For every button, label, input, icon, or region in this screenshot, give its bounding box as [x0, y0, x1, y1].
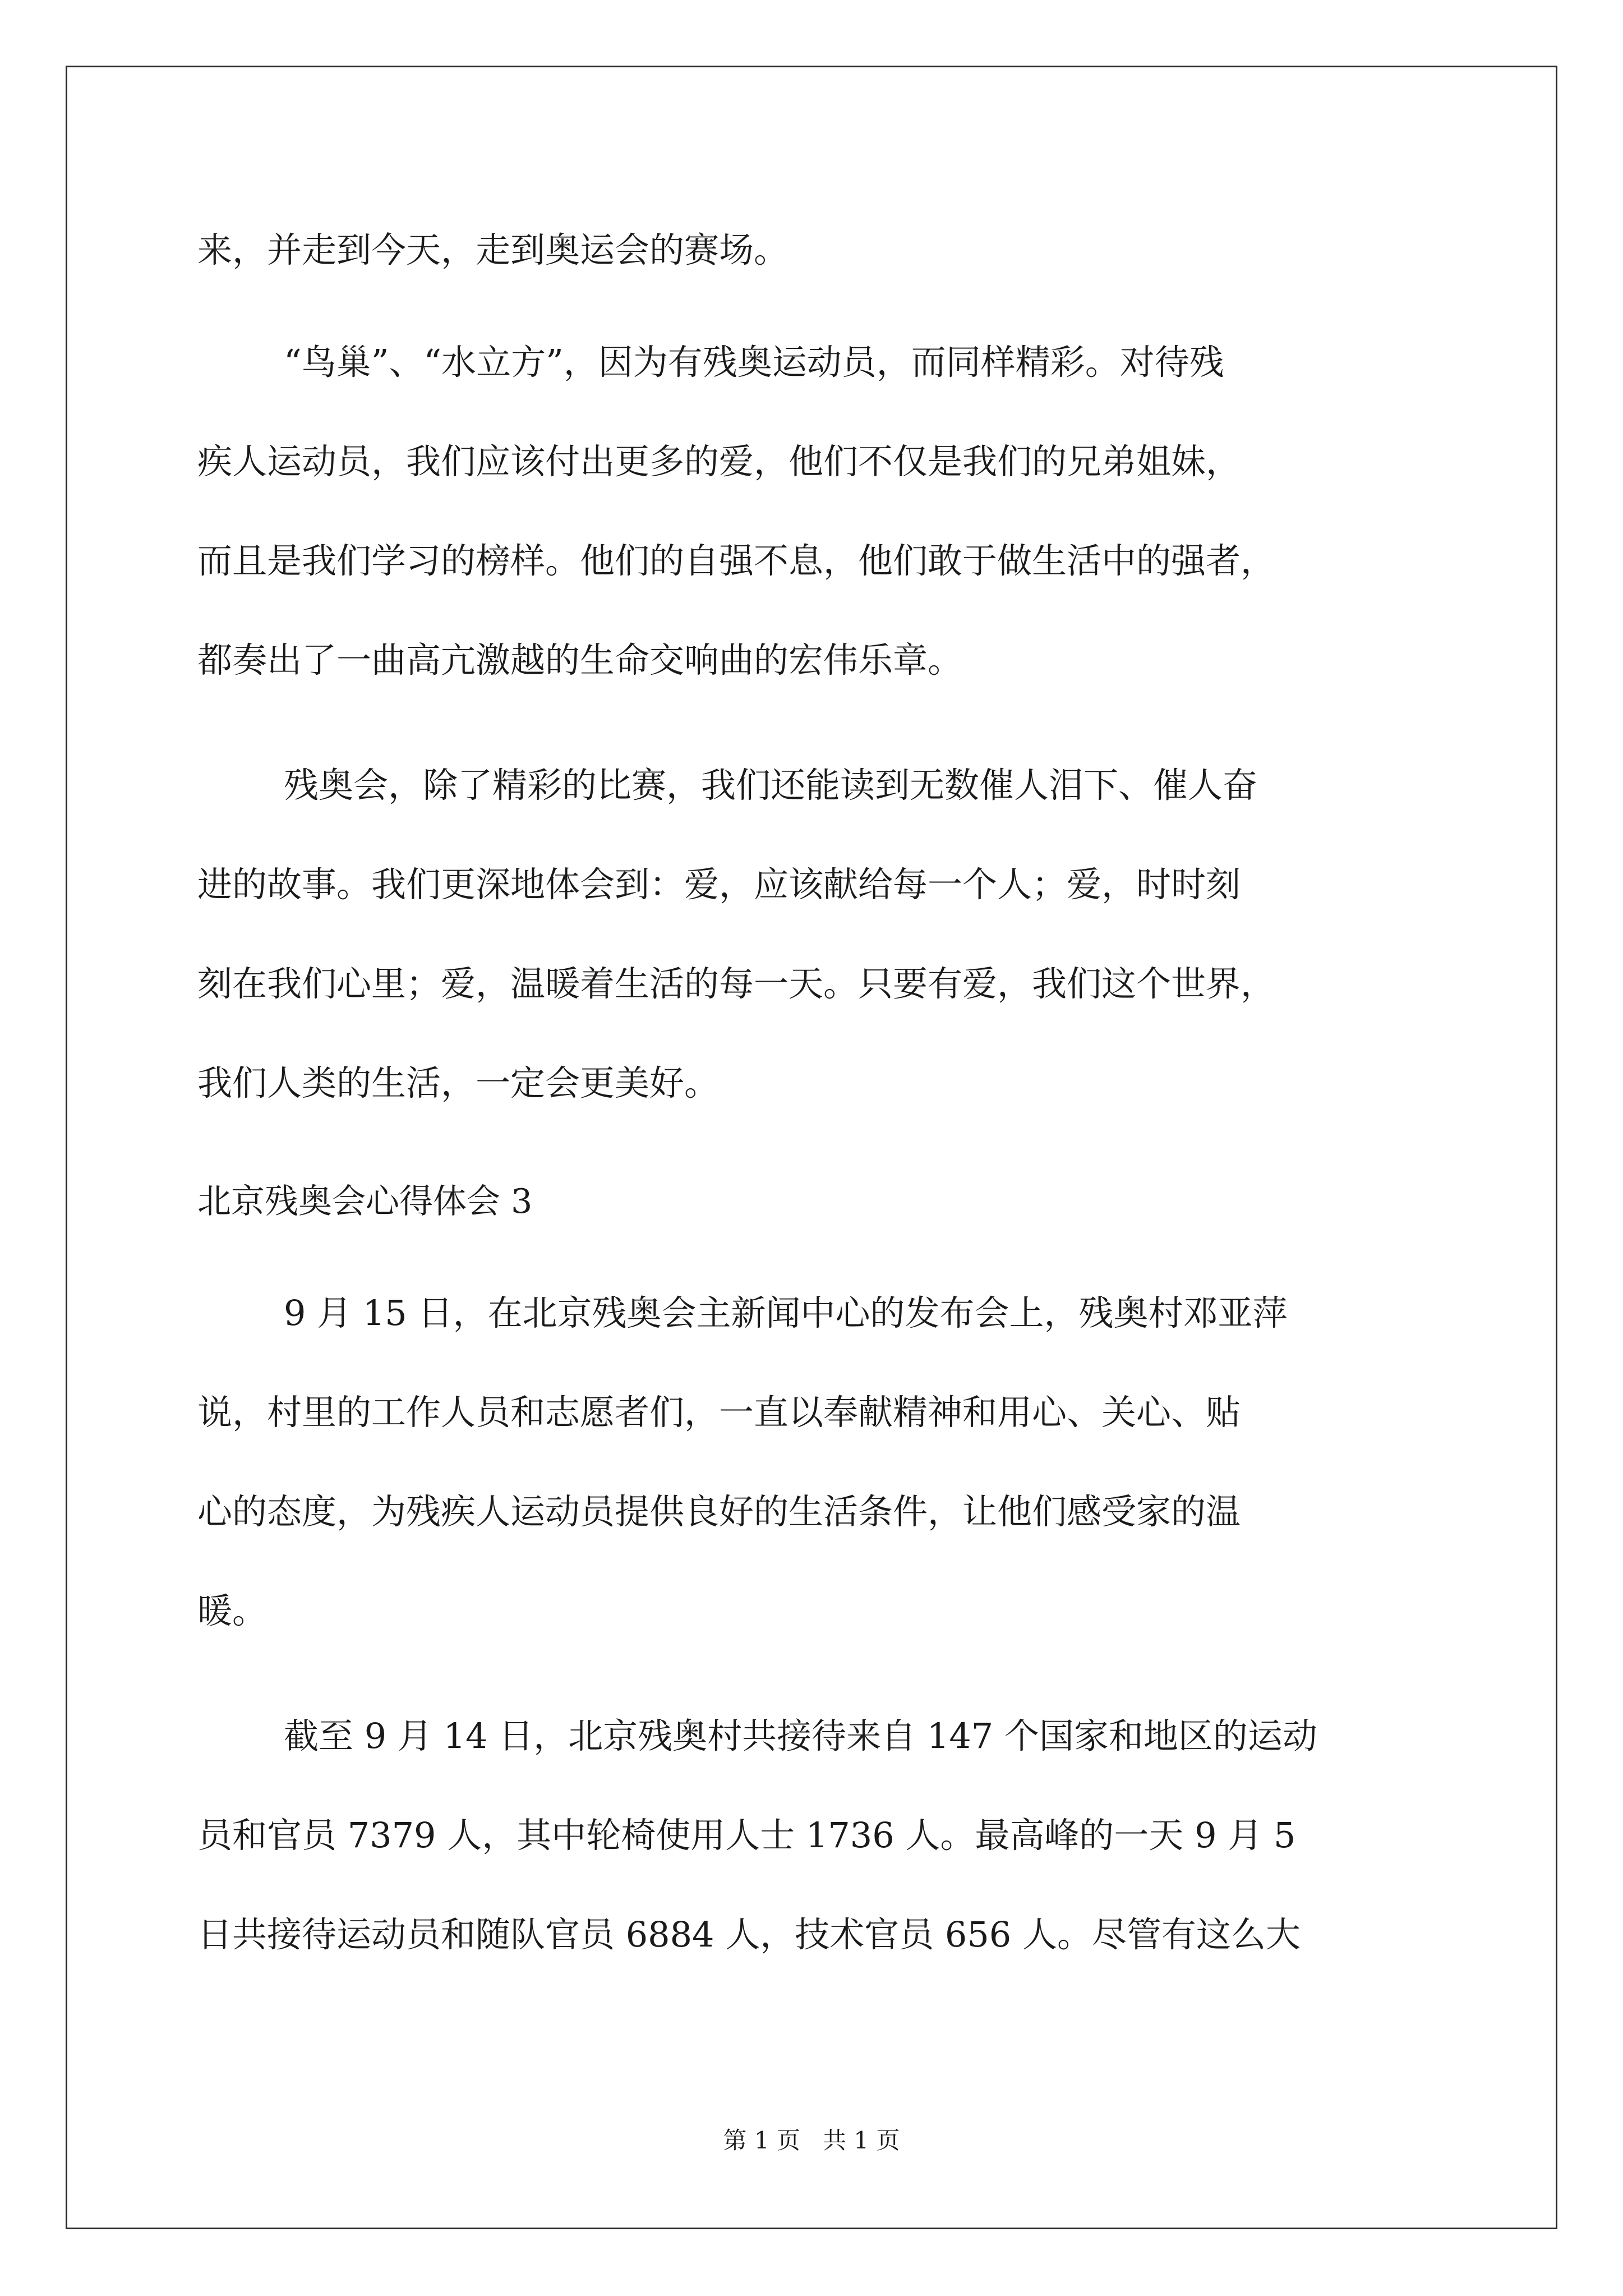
- body-line-12: 心的态度，为残疾人运动员提供良好的生活条件，让他们感受家的温: [197, 1491, 1241, 1532]
- body-line-7: 进的故事。我们更深地体会到：爱，应该献给每一个人；爱，时时刻: [197, 864, 1241, 905]
- body-line-2: “鸟巢”、“水立方”，因为有残奥运动员，而同样精彩。对待残: [284, 342, 1224, 383]
- page-border: [66, 66, 1557, 2229]
- body-line-1: 来，并走到今天，走到奥运会的赛场。: [197, 229, 789, 270]
- body-line-5: 都奏出了一曲高亢激越的生命交响曲的宏伟乐章。: [197, 639, 963, 680]
- body-line-16: 日共接待运动员和随队官员 6884 人，技术官员 656 人。尽管有这么大: [197, 1914, 1301, 1955]
- body-line-10: 9 月 15 日，在北京残奥会主新闻中心的发布会上，残奥村邓亚萍: [284, 1292, 1288, 1333]
- body-line-8: 刻在我们心里；爱，温暖着生活的每一天。只要有爱，我们这个世界，: [197, 963, 1276, 1004]
- body-line-11: 说，村里的工作人员和志愿者们，一直以奉献精神和用心、关心、贴: [197, 1392, 1241, 1433]
- body-line-3: 疾人运动员，我们应该付出更多的爱，他们不仅是我们的兄弟姐妹，: [197, 441, 1241, 482]
- section-heading: 北京残奥会心得体会 3: [197, 1182, 533, 1221]
- body-line-4: 而且是我们学习的榜样。他们的自强不息，他们敢于做生活中的强者，: [197, 540, 1276, 581]
- page-number-footer: 第 1 页 共 1 页: [723, 2127, 900, 2154]
- body-line-9: 我们人类的生活，一定会更美好。: [197, 1062, 720, 1103]
- body-line-15: 员和官员 7379 人，其中轮椅使用人士 1736 人。最高峰的一天 9 月 5: [197, 1815, 1296, 1856]
- body-line-6: 残奥会，除了精彩的比赛，我们还能读到无数催人泪下、催人奋: [284, 765, 1258, 806]
- body-line-13: 暖。: [197, 1590, 268, 1631]
- body-line-14: 截至 9 月 14 日，北京残奥村共接待来自 147 个国家和地区的运动: [284, 1715, 1317, 1756]
